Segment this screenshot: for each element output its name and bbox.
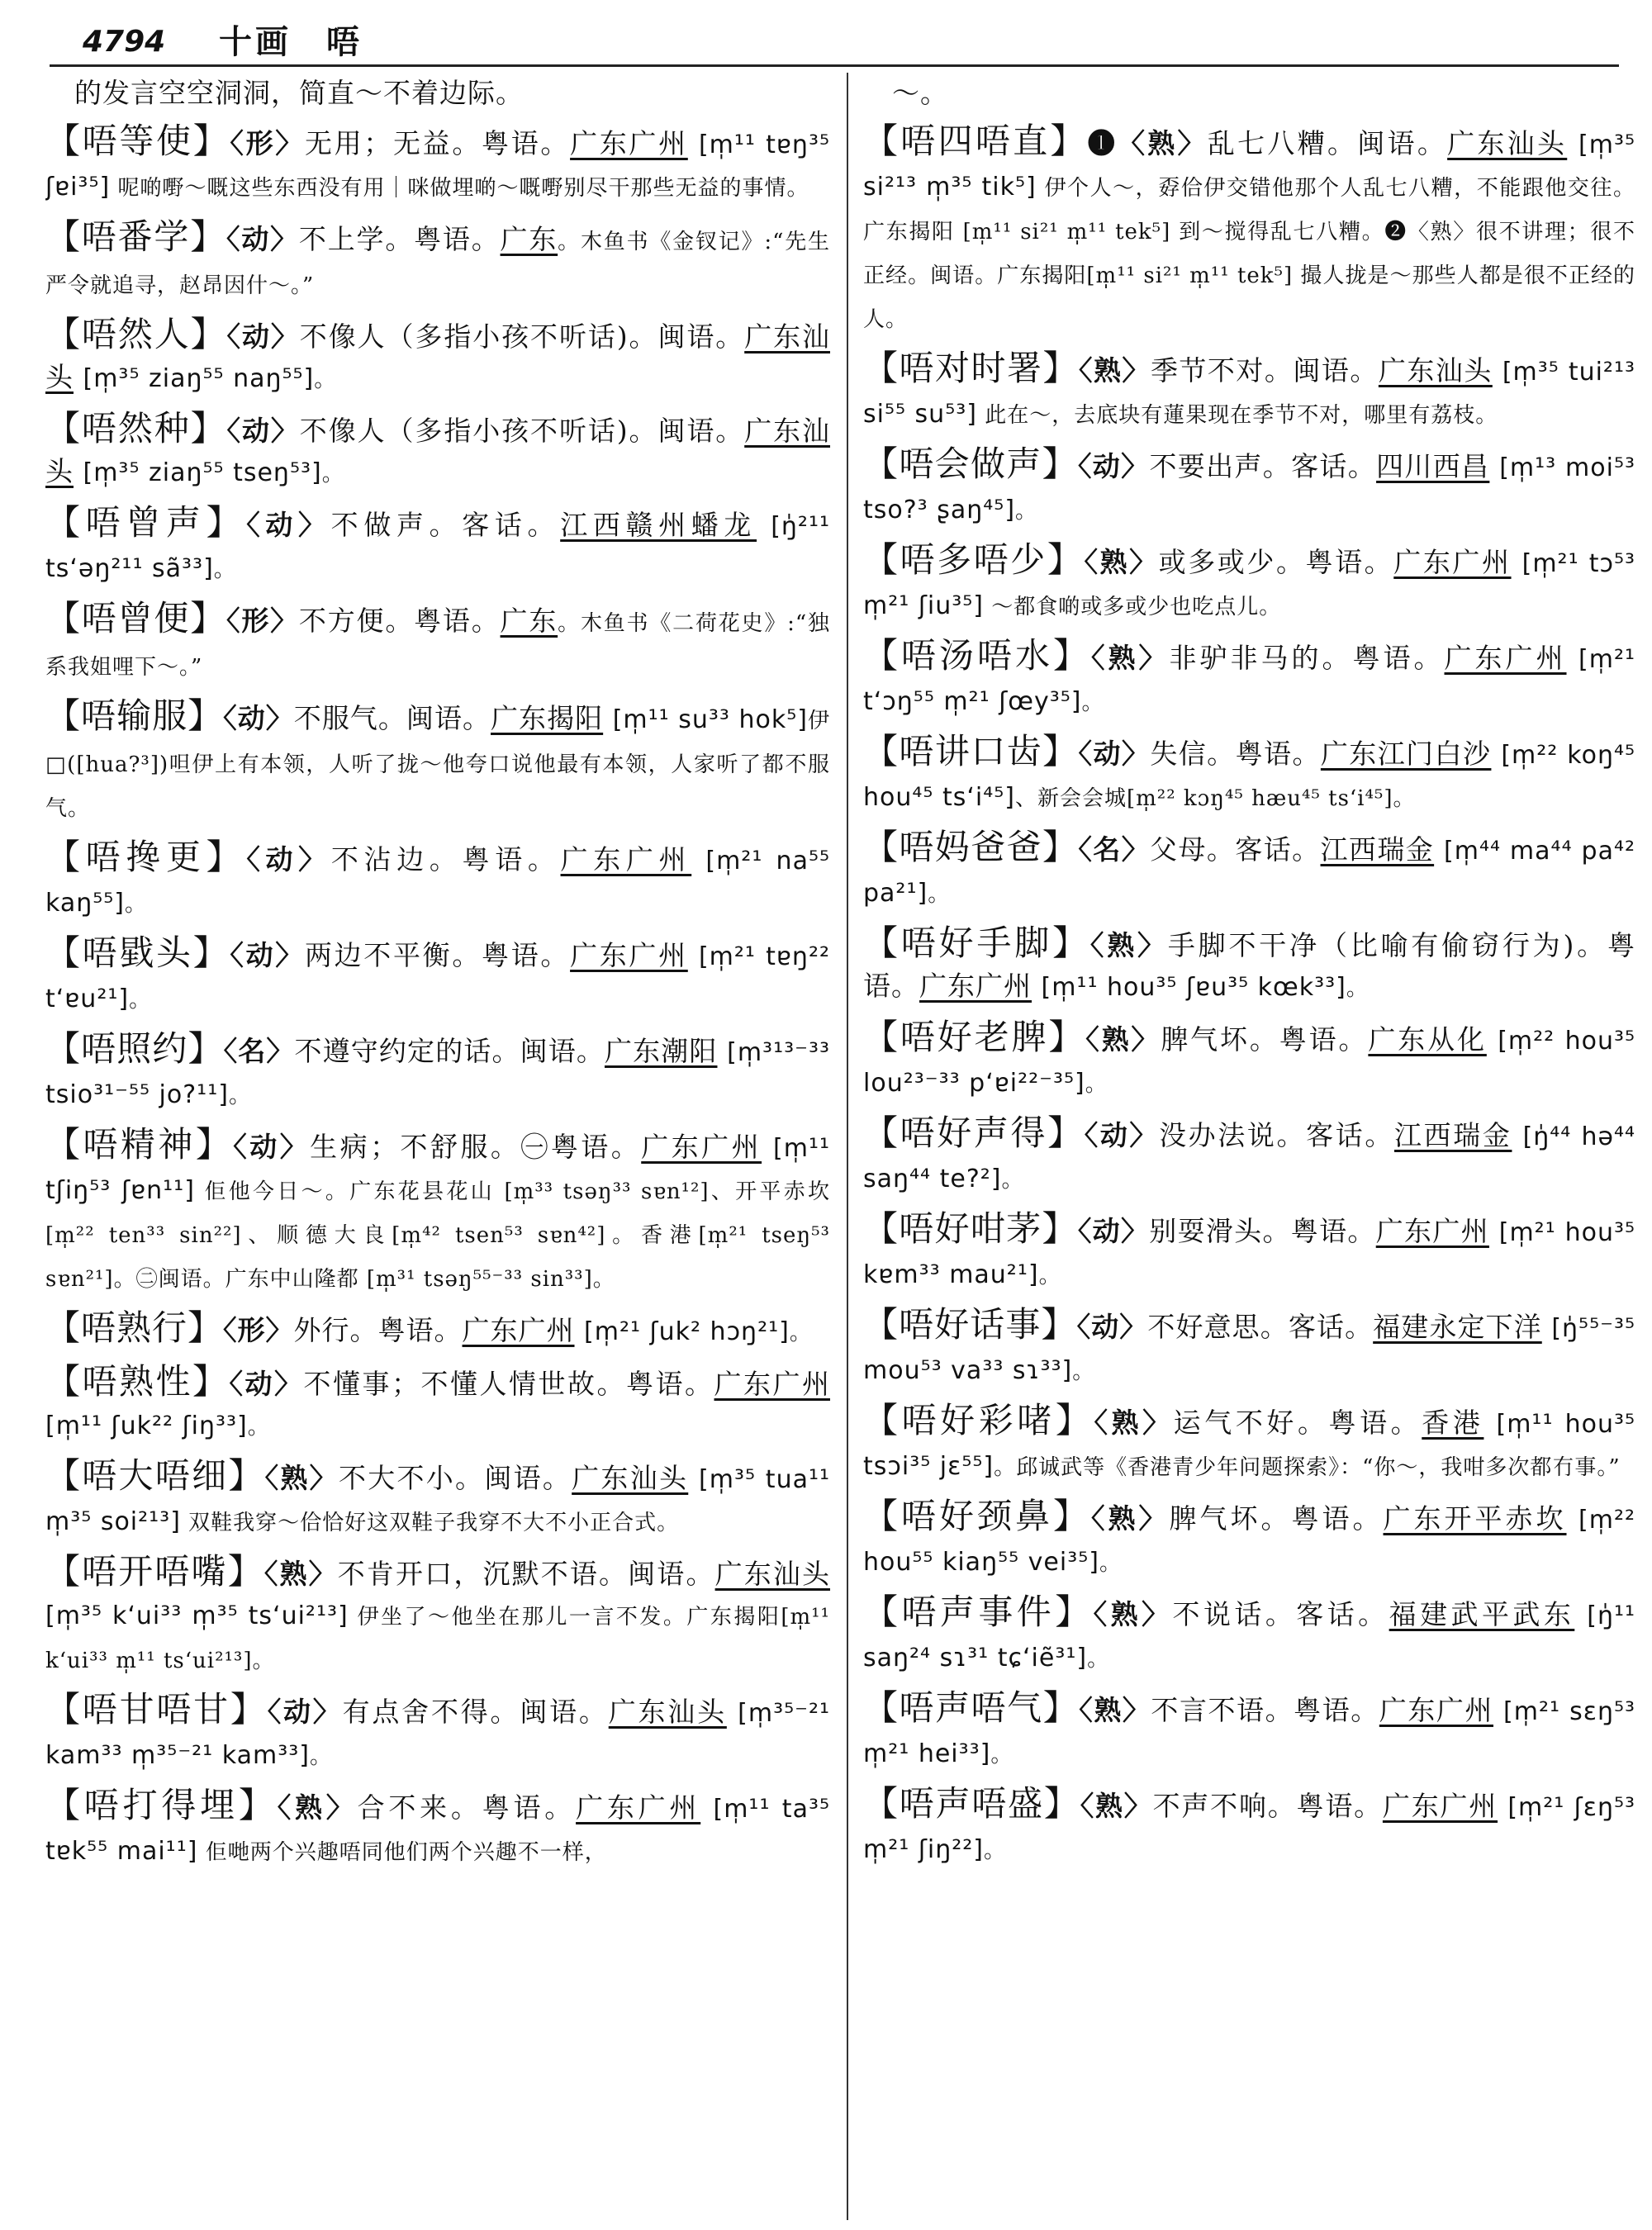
phonetic-transcription: [m̩¹¹ tɐŋ³⁵ ʃɐi³⁵]	[45, 130, 830, 202]
definition: 不肯开口，沉默不语。闽语。	[337, 1558, 715, 1590]
dictionary-entry	[45, 598, 830, 688]
definition: 运气不好。粤语。	[1173, 1407, 1422, 1439]
headword: 【唔曾声】	[45, 502, 247, 543]
dialect-region: 广东揭阳	[491, 702, 604, 734]
definition: 不言不语。粤语。	[1151, 1694, 1379, 1726]
phonetic-transcription: [m̩¹¹ ʃuk²² ʃiŋ³³]	[45, 1412, 248, 1440]
part-of-speech: 〈形〉	[230, 127, 305, 159]
definition: 不好意思。客话。	[1147, 1311, 1374, 1343]
dialect-region: 广东广州	[1382, 1790, 1498, 1822]
part-of-speech: 〈动〉	[223, 702, 294, 734]
dictionary-entry	[45, 408, 830, 495]
example-text: 。	[213, 558, 236, 582]
example-text: 双鞋我穿～佮恰好这双鞋子我穿不大不小正合式。	[180, 1511, 680, 1535]
example-text: 。	[228, 1084, 251, 1108]
phonetic-transcription: [m̩¹³ moi⁵³ tso?³ ʂaŋ⁴⁵]	[863, 453, 1635, 524]
example-text: 伊个人～，孬佮伊交错他那个人乱七八糟，不能跟他交往。广东揭阳 [m̩¹¹ si²¹ m̩¹¹ tek⁵] 到～搅得乱七八糟。❷〈熟〉很不讲理；很不正经。闽语。广东揭阳[m̩¹¹ si²¹ m̩¹¹ tek⁵] 撮人拢是～那些人都是很不正经的人。	[863, 176, 1635, 332]
dictionary-entry	[863, 1208, 1635, 1297]
phonetic-transcription: [m̩²² hou³⁵ lou²³⁻³³ p‘ɐi²²⁻³⁵]	[863, 1027, 1635, 1098]
part-of-speech: 〈动〉	[226, 415, 300, 447]
dialect-region: 广东广州	[570, 939, 688, 971]
example-text: 。木鱼书《二荷花史》:“独系我姐哩下～。”	[45, 611, 830, 680]
headword: 【唔然人】	[45, 314, 227, 354]
dialect-region: 广东广州	[576, 1791, 701, 1824]
dictionary-entry	[45, 1785, 830, 1873]
dictionary-entry	[45, 1307, 830, 1354]
phonetic-transcription: [ŋ̍⁴⁴ hə⁴⁴ saŋ⁴⁴ te?²]	[863, 1122, 1635, 1193]
part-of-speech: 〈名〉	[1078, 833, 1151, 866]
definition: 无用；无益。粤语。	[304, 127, 571, 159]
phonetic-transcription: [m̩²² hou⁵⁵ kiaŋ⁵⁵ vei³⁵]	[863, 1506, 1635, 1577]
headword: 【唔汤唔水】	[863, 635, 1092, 676]
example-text: 。	[247, 1415, 270, 1440]
definition: 不遵守约定的话。闽语。	[294, 1035, 605, 1067]
dialect-region: 广东汕头	[1378, 354, 1493, 387]
part-of-speech: 〈动〉	[246, 509, 331, 541]
part-of-speech: 〈动〉	[233, 1131, 311, 1163]
definition: 不声不响。粤语。	[1152, 1790, 1383, 1822]
dialect-region: 江西赣州蟠龙	[560, 509, 757, 541]
definition: 失信。粤语。	[1150, 738, 1321, 770]
dictionary-entry	[863, 1496, 1635, 1584]
example-text: 佢他今日～。广东花县花山 [m̩³³ tsəŋ³³ sɐn¹²]、开平赤坎 [m̩²² ten³³ sin²²]、顺德大良[m̩⁴² tsen⁵³ sɐn⁴²]。香港[m̩²¹ tseŋ⁵³ sɐn²¹]。㊁闽语。广东中山隆都 [m̩³¹ tsəŋ⁵⁵⁻³³ sin³³]。	[45, 1179, 830, 1292]
example-text: 。	[1038, 1264, 1061, 1288]
headword: 【唔对时署】	[863, 348, 1079, 388]
dictionary-entry	[863, 731, 1635, 819]
dictionary-entry	[45, 1551, 830, 1682]
dialect-region: 福建永定下洋	[1373, 1311, 1542, 1343]
part-of-speech: 〈熟〉	[1085, 1023, 1161, 1056]
dictionary-entry	[45, 216, 830, 306]
dialect-region: 广东潮阳	[604, 1035, 718, 1067]
headword: 【唔大唔细】	[45, 1455, 265, 1496]
definition: 季节不对。闽语。	[1150, 354, 1379, 387]
dictionary-entry	[45, 1028, 830, 1117]
phonetic-transcription: [ŋ̍⁵⁵⁻³⁵ mou⁵³ va³³ sɿ³³]	[863, 1314, 1635, 1385]
radical: 唔	[326, 22, 359, 61]
part-of-speech: 〈动〉	[1076, 1311, 1148, 1343]
phonetic-transcription: [m̩¹¹ hou³⁵ ʃɐu³⁵ kœk³³]	[1041, 973, 1346, 1002]
phonetic-transcription: [m̩²¹ ʃɛŋ⁵³ m̩²¹ ʃiŋ²²]	[863, 1793, 1635, 1864]
dialect-region: 福建武平武东	[1389, 1598, 1575, 1630]
part-of-speech: 〈动〉	[226, 223, 299, 255]
dictionary-entry	[45, 121, 830, 209]
dialect-region: 广东汕头	[608, 1696, 727, 1728]
dialect-region: 广东江门白沙	[1320, 738, 1492, 770]
definition: 不沾边。粤语。	[330, 843, 561, 875]
phonetic-transcription: [m̩²¹ hou³⁵ kɐm³³ mau²¹]	[863, 1218, 1635, 1289]
phonetic-transcription: [m̩¹¹ ta³⁵ tɐk⁵⁵ mai¹¹]	[45, 1795, 830, 1866]
headword: 【唔妈爸爸】	[863, 827, 1079, 867]
example-text: 佢哋两个兴趣唔同他们两个兴趣不一样，	[197, 1840, 607, 1865]
dictionary-entry	[863, 1592, 1635, 1680]
left-column	[45, 73, 830, 2220]
headword: 【唔会做声】	[863, 444, 1078, 484]
headword: 【唔好话事】	[863, 1304, 1077, 1345]
part-of-speech: 〈形〉	[223, 1314, 294, 1346]
dictionary-entry	[45, 932, 830, 1021]
dictionary-entry	[45, 695, 830, 829]
dictionary-entry	[863, 1113, 1635, 1201]
part-of-speech: 〈熟〉	[1079, 1694, 1151, 1726]
example-text: 。	[789, 1321, 812, 1345]
definition: 有点舍不得。闽语。	[342, 1696, 609, 1728]
dialect-region: 广东从化	[1368, 1023, 1487, 1056]
dictionary-entry	[45, 1689, 830, 1777]
example-text: 。	[321, 462, 344, 486]
right-column	[863, 73, 1635, 2220]
definition: 脾气坏。粤语。	[1161, 1023, 1369, 1056]
headword: 【唔好咁茅】	[863, 1208, 1078, 1249]
example-text: 。	[1015, 499, 1038, 524]
headword: 【唔照约】	[45, 1028, 224, 1069]
dialect-region: 广东广州	[1444, 642, 1567, 674]
example-text: 。	[984, 1839, 1007, 1863]
dictionary-entry	[45, 837, 830, 925]
dialect-region: 广东广州	[641, 1131, 762, 1163]
example-text: 。	[1081, 690, 1104, 715]
dialect-region: 广东广州	[1393, 546, 1512, 578]
example-text: 。	[928, 882, 951, 907]
example-text: 伊坐了～他坐在那儿一言不发。广东揭阳[m̩¹¹ k‘ui³³ m̩¹¹ ts‘ui²¹³]。	[45, 1605, 830, 1673]
part-of-speech: 〈熟〉	[1089, 929, 1168, 961]
definition: 不要出声。客话。	[1149, 450, 1377, 482]
dialect-region: 香港	[1422, 1407, 1484, 1439]
dictionary-entry	[863, 1400, 1635, 1488]
part-of-speech: ❶〈熟〉	[1087, 127, 1208, 159]
example-text: 。	[1001, 1168, 1024, 1193]
definition: 非驴非马的。粤语。	[1169, 642, 1445, 674]
definition: 合不来。粤语。	[357, 1791, 577, 1824]
headword: 【唔四唔直】	[863, 121, 1088, 161]
example-text: 伊□([hua?³])呾伊上有本领，人听了拢～他夸口说他最有本领，人家听了都不服气。	[45, 709, 830, 821]
example-text: 。	[125, 892, 148, 917]
example-text: 呢啲嘢～嘅这些东西没有用｜咪做埋啲～嘅嘢别尽干那些无益的事情。	[110, 176, 809, 201]
page-header	[50, 18, 1619, 66]
example-text: 。	[1346, 976, 1369, 1001]
definition: 不服气。闽语。	[293, 702, 491, 734]
dialect-region: 广东广州	[714, 1368, 830, 1400]
definition: 不像人（多指小孩不听话)。闽语。	[299, 415, 745, 447]
definition: 乱七八糟。闽语。	[1207, 127, 1448, 159]
phonetic-transcription: [ŋ̍¹¹ saŋ²⁴ sɿ³¹ tɕ‘iẽ³¹]	[863, 1601, 1635, 1672]
part-of-speech: 〈熟〉	[1084, 546, 1159, 578]
dialect-region: 广东广州	[570, 127, 688, 159]
stroke-count: 十画	[219, 22, 292, 61]
part-of-speech: 〈熟〉	[1091, 1502, 1170, 1535]
part-of-speech: 〈熟〉	[264, 1462, 339, 1494]
headword: 【唔讲口齿】	[863, 731, 1079, 771]
dictionary-entry	[863, 1017, 1635, 1105]
part-of-speech: 〈熟〉	[263, 1558, 338, 1590]
definition: 外行。粤语。	[293, 1314, 463, 1346]
dictionary-entry	[863, 1304, 1635, 1393]
dictionary-entry	[863, 923, 1635, 1009]
dialect-region: 广东汕头	[45, 320, 830, 393]
phonetic-transcription: [m̩³⁵ si²¹³ m̩³⁵ tik⁵]	[863, 130, 1635, 202]
part-of-speech: 〈动〉	[1077, 450, 1150, 482]
example-text: 此在～，去底块有蓮果现在季节不对，哪里有荔枝。	[976, 403, 1498, 428]
definition: 别耍滑头。粤语。	[1149, 1215, 1376, 1247]
phonetic-transcription: [m̩²¹ na⁵⁵ kaŋ⁵⁵]	[45, 847, 830, 918]
dictionary-entry	[45, 1455, 830, 1544]
phonetic-transcription: [m̩¹¹ tʃiŋ⁵³ ʃɐn¹¹]	[45, 1134, 830, 1205]
part-of-speech: 〈动〉	[1084, 1119, 1160, 1151]
part-of-speech: 〈熟〉	[1093, 1598, 1173, 1630]
headword: 【唔然种】	[45, 408, 227, 448]
dictionary-entry	[45, 314, 830, 401]
dialect-region: 广东汕头	[45, 415, 830, 487]
phonetic-transcription: [m̩²¹ sɛŋ⁵³ m̩²¹ hei³³]	[863, 1697, 1635, 1768]
definition: 或多或少。粤语。	[1158, 546, 1394, 578]
part-of-speech: 〈动〉	[1078, 738, 1151, 770]
dictionary-entry	[863, 539, 1635, 628]
phonetic-transcription: [m̩¹¹ hou³⁵ tsɔi³⁵ jɛ⁵⁵]	[863, 1410, 1635, 1481]
page-number: 4794	[83, 25, 166, 59]
headword: 【唔好手脚】	[863, 923, 1090, 963]
definition: 不懂事；不懂人情世故。粤语。	[303, 1368, 714, 1400]
headword: 【唔甘唔甘】	[45, 1689, 268, 1729]
definition: 不方便。粤语。	[298, 605, 501, 637]
dictionary-entry	[863, 1783, 1635, 1872]
example-text: 。	[1085, 1072, 1108, 1097]
dialect-region: 江西瑞金	[1393, 1119, 1512, 1151]
definition: 不说话。客话。	[1172, 1598, 1389, 1630]
continuation-text: ～。	[892, 77, 948, 109]
definition: 父母。客话。	[1150, 833, 1321, 866]
example-text: 。	[1072, 1359, 1095, 1384]
headword: 【唔好声得】	[863, 1113, 1085, 1153]
headword: 【唔开唔嘴】	[45, 1551, 264, 1592]
definition: 生病；不舒服。㊀粤语。	[310, 1131, 642, 1163]
definition: 没办法说。客话。	[1159, 1119, 1394, 1151]
headword: 【唔声唔盛】	[863, 1783, 1080, 1824]
dialect-region: 四川西昌	[1376, 450, 1490, 482]
dictionary-entry	[45, 1361, 830, 1448]
dialect-region: 广东广州	[462, 1314, 575, 1346]
example-text: 。	[314, 368, 337, 392]
header-rule	[50, 64, 1619, 67]
headword: 【唔曾便】	[45, 598, 227, 638]
phonetic-transcription: [m̩³⁵ ziaŋ⁵⁵ tseŋ⁵³]	[83, 458, 322, 487]
headword: 【唔声唔气】	[863, 1687, 1080, 1728]
headword: 【唔好老脾】	[863, 1017, 1086, 1057]
dictionary-entry	[863, 121, 1635, 340]
headword: 【唔番学】	[45, 216, 227, 257]
part-of-speech: 〈名〉	[223, 1035, 295, 1067]
dialect-region: 江西瑞金	[1320, 833, 1435, 866]
dictionary-entry	[863, 1687, 1635, 1776]
part-of-speech: 〈熟〉	[277, 1791, 358, 1824]
phonetic-transcription: [m̩⁴⁴ ma⁴⁴ pa⁴² pa²¹]	[863, 837, 1635, 908]
definition: 不大不小。闽语。	[338, 1462, 572, 1494]
phonetic-transcription: [m̩²¹ tɐŋ²² t‘ɐu²¹]	[45, 942, 830, 1013]
phonetic-transcription: [ŋ̍²¹¹ ts‘əŋ²¹¹ sã³³]	[45, 512, 830, 583]
phonetic-transcription: [m̩²¹ t‘ɔŋ⁵⁵ m̩²¹ ʃœy³⁵]	[863, 645, 1635, 716]
headword: 【唔熟性】	[45, 1361, 230, 1402]
headword: 【唔打得埋】	[45, 1785, 278, 1825]
headword: 【唔等使】	[45, 121, 230, 161]
headword: 【唔精神】	[45, 1124, 234, 1165]
headword: 【唔输服】	[45, 695, 224, 736]
dialect-region: 广东广州	[1375, 1215, 1489, 1247]
dialect-region: 广东广州	[560, 843, 692, 875]
phonetic-transcription: [m̩³⁵⁻²¹ kam³³ m̩³⁵⁻²¹ kam³³]	[45, 1699, 830, 1770]
headword: 【唔声事件】	[863, 1592, 1094, 1632]
part-of-speech: 〈动〉	[246, 843, 331, 875]
part-of-speech: 〈动〉	[226, 320, 300, 353]
phonetic-transcription: [m̩³¹³⁻³³ tsio³¹⁻⁵⁵ jo?¹¹]	[45, 1038, 830, 1109]
part-of-speech: 〈熟〉	[1080, 1790, 1153, 1822]
headword: 【唔熟行】	[45, 1307, 224, 1348]
dialect-region: 广东广州	[1379, 1694, 1493, 1726]
dialect-region: 广东汕头	[572, 1462, 689, 1494]
example-text: 。	[990, 1743, 1014, 1767]
part-of-speech: 〈形〉	[226, 605, 299, 637]
column-divider	[847, 73, 848, 2220]
continuation-text: 的发言空空洞洞，简直～不着边际。	[74, 77, 524, 109]
dialect-region: 广东汕头	[1447, 127, 1568, 159]
definition: 不上学。粤语。	[298, 223, 501, 255]
dialect-region: 广东	[500, 223, 558, 255]
definition: 脾气坏。粤语。	[1169, 1502, 1384, 1535]
phonetic-transcription: [m̩³⁵ tui²¹³ si⁵⁵ su⁵³]	[863, 358, 1635, 429]
example-text: 。木鱼书《金钗记》:“先生严令就追寻，赵昂因什～。”	[45, 230, 830, 298]
dictionary-entry	[45, 1124, 830, 1300]
dictionary-entry	[863, 444, 1635, 532]
part-of-speech: 〈熟〉	[1078, 354, 1151, 387]
example-text: 。	[129, 988, 152, 1013]
dictionary-entry	[863, 348, 1635, 436]
definition: 不做声。客话。	[330, 509, 561, 541]
headword: 【唔好颈鼻】	[863, 1496, 1092, 1536]
phonetic-transcription: [m̩³⁵ k‘ui³³ m̩³⁵ ts‘ui²¹³]	[45, 1601, 349, 1630]
part-of-speech: 〈动〉	[1077, 1215, 1150, 1247]
dictionary-entry	[45, 502, 830, 591]
dialect-region: 广东汕头	[714, 1558, 830, 1590]
phonetic-transcription: [m̩²² koŋ⁴⁵ hou⁴⁵ ts‘i⁴⁵]	[863, 741, 1635, 812]
part-of-speech: 〈熟〉	[1091, 642, 1170, 674]
example-text: 。	[1087, 1647, 1110, 1672]
dictionary-entry	[863, 827, 1635, 915]
dialect-region: 广东广州	[919, 970, 1032, 1002]
definition: 手脚不干净（比喻有偷窃行为)。粤语。	[863, 929, 1635, 1002]
phonetic-transcription: [m̩³⁵ tua¹¹ m̩³⁵ soi²¹³]	[45, 1465, 830, 1536]
headword: 【唔戥头】	[45, 932, 230, 973]
headword: 【唔搀更】	[45, 837, 247, 877]
definition: 两边不平衡。粤语。	[304, 939, 571, 971]
phonetic-transcription: [m̩²¹ ʃuk² hɔŋ²¹]	[584, 1317, 790, 1346]
example-text: 、新会会城[m̩²² kɔŋ⁴⁵ hæu⁴⁵ ts‘i⁴⁵]。	[1015, 786, 1416, 811]
phonetic-transcription: [m̩²¹ tɔ⁵³ m̩²¹ ʃiu³⁵]	[863, 549, 1635, 620]
part-of-speech: 〈动〉	[267, 1696, 343, 1728]
phonetic-transcription: [m̩¹¹ su³³ hok⁵]	[612, 705, 808, 734]
example-text: 。	[1099, 1551, 1122, 1576]
dictionary-entry	[863, 635, 1635, 724]
example-text: 。	[309, 1744, 332, 1769]
example-text: ～都食啲或多或少也吃点儿。	[984, 595, 1282, 619]
example-text: 。邱诚武等《香港青少年问题探索》：“你～，我咁多次都冇事。”	[994, 1455, 1621, 1480]
phonetic-transcription: [m̩³⁵ ziaŋ⁵⁵ naŋ⁵⁵]	[83, 364, 315, 393]
part-of-speech: 〈动〉	[229, 1368, 304, 1400]
headword: 【唔好彩啫】	[863, 1400, 1094, 1440]
definition: 不像人（多指小孩不听话)。闽语。	[299, 320, 745, 353]
dialect-region: 广东	[500, 605, 558, 637]
dialect-region: 广东开平赤坎	[1383, 1502, 1567, 1535]
part-of-speech: 〈熟〉	[1094, 1407, 1174, 1439]
headword: 【唔多唔少】	[863, 539, 1085, 580]
part-of-speech: 〈动〉	[230, 939, 305, 971]
